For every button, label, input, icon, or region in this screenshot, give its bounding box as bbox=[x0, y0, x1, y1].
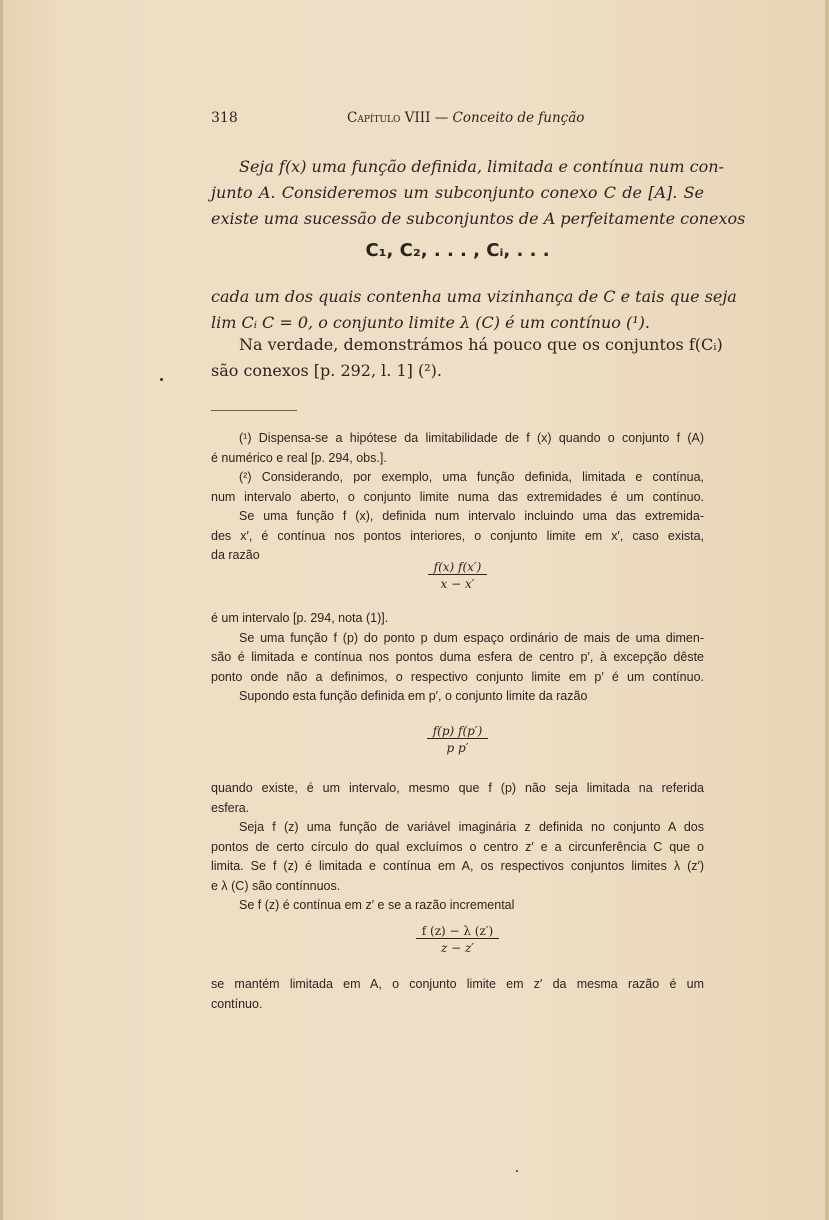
footnote-2-p6-line-2: esfera. bbox=[211, 800, 250, 815]
footnote-2-p2-line-2: des x′, é contínua nos pontos interiores, o conjunto limite em x′, caso exista, bbox=[211, 528, 704, 543]
footnote-2-p2-line-3: da razão bbox=[211, 548, 260, 562]
theorem-line-5: lim Cᵢ C = 0, o conjunto limite λ (C) é um contínuo (¹). bbox=[211, 313, 650, 332]
fraction-p-denominator: p p′ bbox=[446, 741, 469, 755]
running-header bbox=[211, 110, 704, 130]
footnote-2-p8: Se f (z) é contínua em z′ e se a razão incremental bbox=[239, 898, 515, 912]
footnote-2-p9-line-1: se mantém limitada em A, o conjunto limite em z′ da mesma razão é um bbox=[211, 977, 704, 991]
page-number: 318 bbox=[211, 110, 238, 126]
proof-paragraph bbox=[211, 332, 723, 384]
proof-line-1: Na verdade, demonstrámos há pouco que os conjuntos f(Cᵢ) bbox=[239, 335, 723, 354]
proof-line-2: são conexos [p. 292, l. 1] (²). bbox=[211, 361, 442, 380]
fraction-p bbox=[211, 724, 704, 755]
chapter-label: Capítulo VIII bbox=[347, 110, 431, 126]
fraction-z-denominator: z − z′ bbox=[440, 941, 475, 955]
theorem-line-1: Seja f(x) uma função definida, limitada e contínua num con- bbox=[239, 157, 724, 176]
theorem-line-3: existe uma sucessão de subconjuntos de A perfeitamente conexos bbox=[211, 209, 746, 228]
fraction-x-numerator: f(x) f(x′) bbox=[428, 560, 488, 575]
theorem-line-2: junto A. Consideremos um subconjunto conexo C de [A]. Se bbox=[211, 183, 704, 202]
footnote-2-p7-line-1: Seja f (z) uma função de variável imaginária z definida no conjunto A dos bbox=[239, 820, 704, 834]
footnote-2-p7-line-3: limita. Se f (z) é limitada e contínua em A, os respectivos conjuntos limites λ (z′) bbox=[211, 859, 704, 873]
running-title bbox=[347, 110, 584, 126]
footnote-1 bbox=[211, 429, 704, 566]
theorem-continuation bbox=[211, 284, 737, 336]
footnote-1-line-1: (¹) Dispensa-se a hipótese da limitabilidade de f (x) quando o conjunto f (A) bbox=[239, 431, 704, 445]
footnote-rule bbox=[211, 410, 297, 411]
footnote-2-p3: é um intervalo [p. 294, nota (1)]. bbox=[211, 611, 389, 625]
footnote-2-continued bbox=[211, 609, 704, 707]
footnote-2-end bbox=[211, 975, 704, 1014]
paper-speck bbox=[516, 1170, 518, 1172]
footnote-2-more bbox=[211, 779, 704, 916]
subset-sequence: C₁, C₂, . . . , Cᵢ, . . . bbox=[365, 240, 550, 261]
paper-speck bbox=[160, 378, 163, 381]
footnote-2-p7-line-4: e λ (C) são contínnuos. bbox=[211, 878, 341, 893]
footnote-2-p7-line-2: pontos de certo círculo do qual excluímos o centro z′ e a circunferência C que o bbox=[211, 839, 704, 854]
fraction-z bbox=[211, 924, 704, 955]
footnote-2-line-2: num intervalo aberto, o conjunto limite numa das extremidades é um contínuo. bbox=[211, 489, 704, 504]
fraction-z-numerator: f (z) − λ (z′) bbox=[416, 924, 499, 939]
theorem-line-4: cada um dos quais contenha uma vizinhança de C e tais que seja bbox=[211, 287, 737, 306]
chapter-title: Conceito de função bbox=[452, 110, 585, 126]
footnote-1-line-2: é numérico e real [p. 294, obs.]. bbox=[211, 450, 387, 465]
footnote-2-p5: Supondo esta função definida em p′, o conjunto limite da razão bbox=[239, 689, 588, 703]
title-separator: — bbox=[430, 110, 453, 126]
theorem-paragraph bbox=[211, 154, 746, 232]
footnote-2-p4-line-1: Se uma função f (p) do ponto p dum espaço ordinário de mais de uma dimen- bbox=[239, 630, 704, 645]
footnote-2-p9-line-2: contínuo. bbox=[211, 996, 263, 1011]
footnote-2-p6-line-1: quando existe, é um intervalo, mesmo que f (p) não seja limitada na referida bbox=[211, 781, 704, 795]
footnote-2-p4-line-2: são é limitada e contínua nos pontos duma esfera de centro p′, à excepção dêste bbox=[211, 650, 704, 664]
fraction-p-numerator: f(p) f(p′) bbox=[427, 724, 489, 739]
footnote-2-line-1: (²) Considerando, por exemplo, uma função definida, limitada e contínua, bbox=[239, 470, 704, 484]
footnote-2-p4-line-3: ponto onde não a definimos, o respectivo conjunto limite em p′ é um contínuo. bbox=[211, 669, 704, 684]
footnote-2-p2-line-1: Se uma função f (x), definida num intervalo incluindo uma das extremida- bbox=[239, 509, 704, 523]
fraction-x-denominator: x − x′ bbox=[440, 577, 475, 591]
fraction-x bbox=[211, 560, 704, 591]
